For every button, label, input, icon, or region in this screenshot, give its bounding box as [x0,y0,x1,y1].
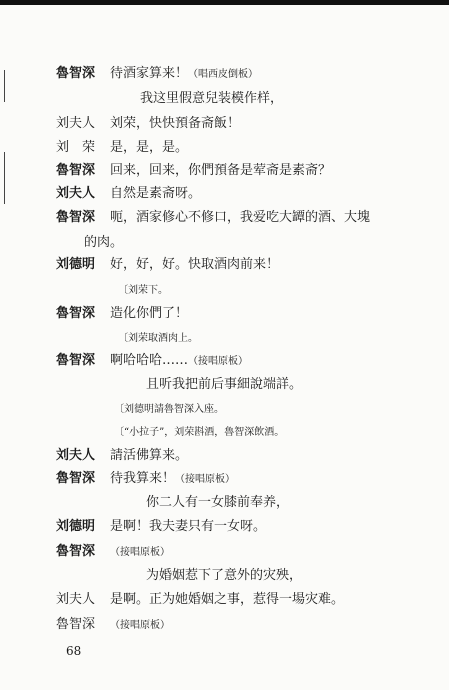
speaker-label: 魯智深 [56,66,96,81]
dialogue-line [146,377,302,393]
speaker-label: 魯智深 [56,544,96,559]
dialogue-line [110,186,201,202]
speaker-label: 魯智深 [56,617,96,632]
dialogue-line [110,257,279,273]
stage-note: （接唱原板） [188,356,249,367]
stage-note: 〔刘荣取酒肉上。 [118,333,198,344]
dialogue-line [84,235,123,251]
dialogue-text: 刘荣，快快預备斋飯！ [110,116,241,131]
speaker-label: 刘 荣 [56,140,96,155]
dialogue-text: 是啊。正为她婚姻之事，惹得一場灾难。 [110,592,345,607]
dialogue-line [110,306,188,322]
dialogue-line [146,568,302,584]
stage-note: （接唱原板） [175,474,236,485]
dialogue-text: 的肉。 [84,235,124,250]
speaker-label: 魯智深 [56,306,96,321]
dialogue-text: 且听我把前后事細說端詳。 [146,377,303,392]
dialogue-text: 我这里假意兒装模作样， [140,91,284,106]
dialogue-line [110,353,248,370]
dialogue-line [110,592,344,608]
margin-mark [4,70,5,102]
dialogue-text: 自然是素斋呀。 [110,186,202,201]
dialogue-line [110,163,331,179]
stage-note: （接唱原板） [110,547,170,558]
speaker-label: 魯智深 [56,353,96,368]
margin-mark [4,152,5,204]
page-number: 68 [66,644,82,658]
dialogue-line [110,471,235,488]
stage-direction [118,282,168,299]
dialogue-text: 你二人有一女膝前奉养， [146,495,290,510]
stage-note: 〔刘荣下。 [118,285,168,296]
top-rule [0,0,449,5]
dialogue-text: 待酒家算来！ [110,66,189,81]
stage-direction [114,424,284,441]
dialogue-line [140,91,283,107]
dialogue-text: 待我算来！ [110,471,176,486]
dialogue-text: 是，是，是。 [110,140,189,155]
dialogue-text: 造化你們了！ [110,306,189,321]
stage-note: 〔刘德明請魯智深入座。 [114,404,224,415]
dialogue-text: 回来，回来，你們預备是荤斋是素斋？ [110,163,332,178]
dialogue-text: 是啊！我夫妻只有一女呀。 [110,519,267,534]
dialogue-line [110,617,170,634]
dialogue-text: 啊哈哈哈…… [110,353,189,368]
dialogue-line [110,544,170,561]
speaker-label: 刘夫人 [56,448,96,463]
stage-note: 〔“小拉子”，刘荣斟酒，魯智深飲酒。 [114,427,285,438]
speaker-label: 刘德明 [56,519,96,534]
stage-direction [118,330,198,347]
speaker-label: 魯智深 [56,163,96,178]
speaker-label: 魯智深 [56,471,96,486]
stage-note: （唱西皮倒板） [188,69,259,80]
dialogue-text: 好，好，好。快取酒肉前来！ [110,257,280,272]
dialogue-line [146,495,289,511]
dialogue-line [110,116,240,132]
speaker-label: 魯智深 [56,210,96,225]
dialogue-line [110,66,258,83]
speaker-label: 刘夫人 [56,186,96,201]
speaker-label: 刘夫人 [56,592,96,607]
dialogue-text: 請活佛算来。 [110,448,189,463]
dialogue-text: 呃，酒家修心不修口，我爱吃大罈的酒、大塊 [110,210,371,225]
dialogue-line [110,140,188,156]
dialogue-text: 为婚姻惹下了意外的灾殃， [146,568,303,583]
speaker-label: 刘夫人 [56,116,96,131]
speaker-label: 刘德明 [56,257,96,272]
dialogue-line [110,519,266,535]
dialogue-line [110,210,370,226]
dialogue-line [110,448,188,464]
stage-note: （接唱原板） [110,620,170,631]
stage-direction [114,401,224,418]
